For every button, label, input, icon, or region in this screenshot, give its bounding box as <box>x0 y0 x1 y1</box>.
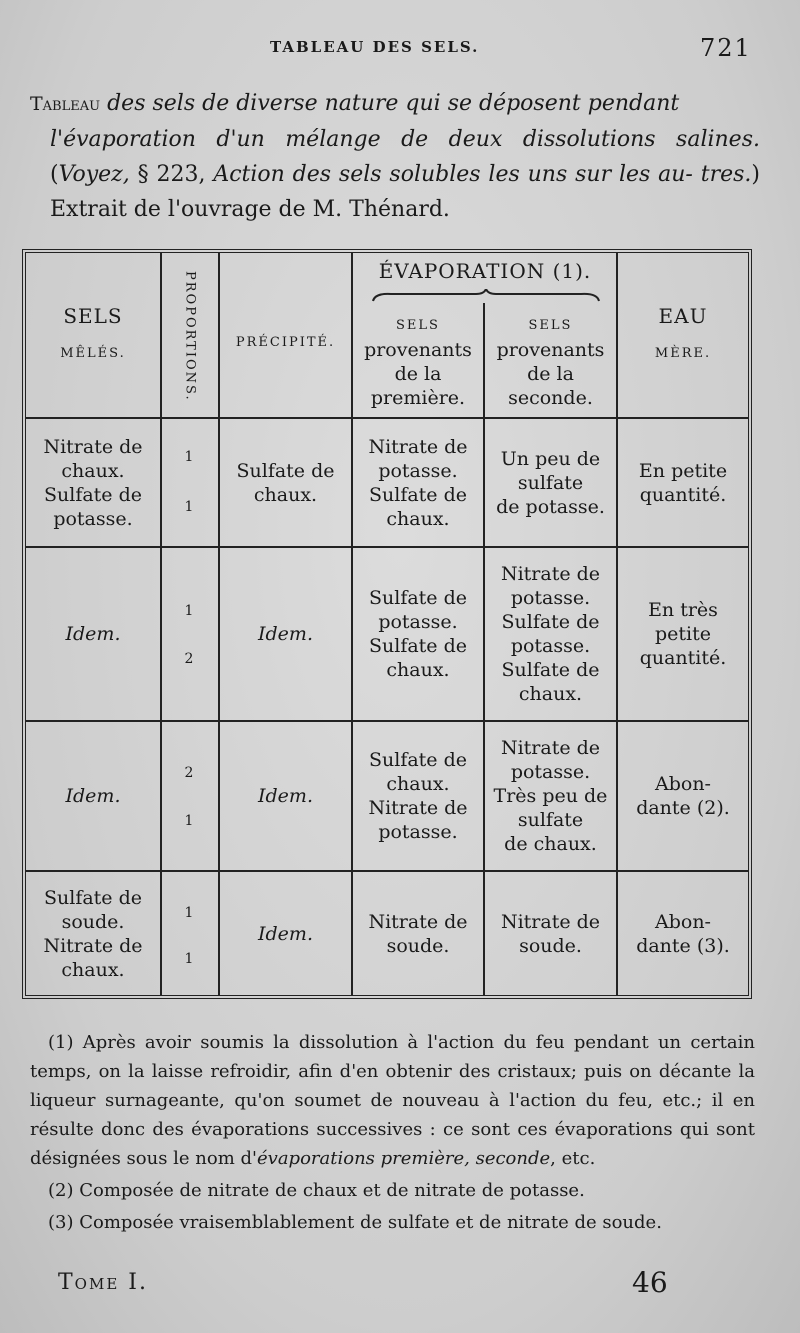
cell-text: Sulfate de <box>368 749 467 771</box>
cell-text: Nitrate de <box>500 737 601 759</box>
cell-text: Nitrate de <box>500 910 601 933</box>
row3-seconde <box>485 722 616 870</box>
row2-proportion-a: 1 <box>184 603 194 619</box>
row2-eau <box>618 548 748 720</box>
row4-meles <box>26 872 160 995</box>
cell-text: Sulfate de <box>43 886 142 909</box>
cell-text: Nitrate de <box>368 797 468 819</box>
caption-section-ref: § 223, <box>137 162 206 187</box>
cell-text: Nitrate de <box>500 563 601 585</box>
cell-text: Idem. <box>65 623 121 645</box>
cell-text: Sulfate de <box>368 483 467 506</box>
cell-text: chaux. <box>518 683 583 705</box>
cell-text: Nitrate de <box>43 934 143 957</box>
footnotes <box>30 1028 755 1237</box>
cell-text: Sulfate de <box>368 635 467 657</box>
caption-source: ) Extrait de l'ouvrage de M. Thénard. <box>50 162 760 222</box>
row4-premiere <box>353 872 483 995</box>
header-premiere <box>353 309 483 415</box>
row3-proportion-a: 2 <box>184 765 194 781</box>
cell-text: Abon- <box>655 910 711 933</box>
cell-text: potasse. <box>510 635 591 657</box>
row3-proportion-b: 1 <box>184 813 194 829</box>
footnote-1 <box>30 1028 755 1173</box>
cell-text: chaux. <box>386 507 450 530</box>
cell-text: Idem. <box>258 785 313 807</box>
cell-text: Sulfate de <box>501 611 600 633</box>
footnote-1-end: , etc. <box>550 1148 596 1169</box>
cell-text: dante (2). <box>636 797 730 819</box>
header-precipite <box>220 293 351 393</box>
row1-meles <box>26 419 160 546</box>
row1-eau <box>618 419 748 546</box>
header-sels: SELS <box>63 304 123 328</box>
row4-precipite <box>220 872 351 995</box>
cell-text: Idem. <box>65 785 121 807</box>
row1-precipite <box>220 419 351 546</box>
caption-paren-open: ( <box>50 162 59 187</box>
row2-proportion-b: 2 <box>184 651 194 667</box>
cell-text: quantité. <box>639 647 727 669</box>
header-premiere-sels: SELS <box>396 318 440 333</box>
cell-text: petite <box>655 623 711 645</box>
cell-text: En très <box>648 599 718 621</box>
row4-proportion-b: 1 <box>184 951 194 967</box>
caption-line2: l'évaporation d'un mélange de deux dissolutions salines. <box>50 127 760 152</box>
cell-text: Très peu de <box>493 785 608 807</box>
cell-text: de chaux. <box>504 833 597 855</box>
signature-mark: 46 <box>632 1266 668 1299</box>
cell-text: Idem. <box>258 623 313 645</box>
header-eau: EAU <box>658 304 708 328</box>
cell-text: soude. <box>386 934 450 957</box>
page-number: 721 <box>700 34 752 62</box>
cell-text: Nitrate de <box>368 910 468 933</box>
cell-text: Sulfate de <box>368 587 467 609</box>
header-seconde-provenants: provenants <box>496 339 605 361</box>
footnote-1-italic: évaporations première, seconde <box>257 1148 551 1169</box>
footnote-1-text: (1) Après avoir soumis la dissolution à l'action du feu pendant un certain temps, on la laisse refroidir, afin d'en obtenir des cristaux; puis on décante la liqueur surnageante, qu'on soumet de nouveau à l'action du feu, etc.; il en résulte donc des évaporations successives : ce sont ces évaporations qui sont désignées sous le nom d' <box>30 1032 755 1169</box>
header-meles: MÊLÉS. <box>60 346 126 361</box>
cell-text: sulfate <box>517 809 584 831</box>
cell-text: chaux. <box>253 483 318 506</box>
brace-icon <box>371 289 601 303</box>
cell-text: Sulfate de <box>501 659 600 681</box>
row2-meles <box>26 548 160 720</box>
row2-premiere <box>353 548 483 720</box>
row2-precipite <box>220 548 351 720</box>
row3-eau <box>618 722 748 870</box>
cell-text: chaux. <box>61 958 125 981</box>
row2-seconde <box>485 548 616 720</box>
running-title: TABLEAU DES SELS. <box>270 38 480 56</box>
cell-text: chaux. <box>386 659 450 681</box>
cell-text: potasse. <box>510 761 591 783</box>
cell-text: En petite <box>638 459 728 482</box>
row3-premiere <box>353 722 483 870</box>
table-caption <box>30 86 760 227</box>
header-sels-meles <box>26 253 160 417</box>
column-divider <box>160 253 162 995</box>
footnote-3: (3) Composée vraisemblablement de sulfate et de nitrate de soude. <box>48 1212 662 1233</box>
page-footer <box>0 1268 800 1308</box>
header-premiere-provenants: provenants <box>364 339 472 361</box>
header-evaporation: ÉVAPORATION (1). <box>378 259 592 283</box>
header-seconde <box>485 309 616 415</box>
row3-precipite <box>220 722 351 870</box>
salts-table <box>22 249 752 999</box>
row1-seconde <box>485 419 616 546</box>
header-premiere-de-la: de la <box>394 363 442 385</box>
header-proportions <box>163 261 217 411</box>
cell-text: quantité. <box>639 483 727 506</box>
cell-text: Sulfate de <box>43 483 142 506</box>
caption-voyez: Voyez, <box>58 162 130 187</box>
caption-tres: tres. <box>700 162 752 187</box>
running-head <box>0 34 800 64</box>
header-seconde-sels: SELS <box>528 318 573 333</box>
cell-text: Sulfate de <box>236 459 335 482</box>
row1-proportion-b: 1 <box>184 499 194 515</box>
header-seconde-de-la: de la <box>527 363 574 385</box>
cell-text: dante (3). <box>636 934 730 957</box>
header-seconde-label: seconde. <box>508 387 593 409</box>
cell-text: Idem. <box>258 922 313 945</box>
row4-proportion-a: 1 <box>184 905 194 921</box>
cell-text: soude. <box>519 934 582 957</box>
cell-text: Nitrate de <box>43 435 143 458</box>
row1-premiere <box>353 419 483 546</box>
header-mere: MÈRE. <box>654 346 712 361</box>
header-eau-mere <box>618 253 748 417</box>
cell-text: soude. <box>61 910 125 933</box>
volume-label: Tome I. <box>58 1270 148 1295</box>
cell-text: potasse. <box>378 821 458 843</box>
row1-proportion-a: 1 <box>184 449 194 465</box>
header-premiere-label: première. <box>370 387 466 409</box>
cell-text: Abon- <box>655 773 711 795</box>
caption-action: Action des sels solubles les uns sur les au- <box>213 162 693 187</box>
row4-eau <box>618 872 748 995</box>
cell-text: potasse. <box>378 459 458 482</box>
cell-text: potasse. <box>510 587 591 609</box>
header-proportions-label: PROPORTIONS. <box>182 270 198 402</box>
cell-text: sulfate <box>517 471 584 494</box>
cell-text: chaux. <box>386 773 450 795</box>
cell-text: de potasse. <box>496 495 605 518</box>
header-precipite-label: PRÉCIPITÉ. <box>235 335 336 350</box>
footnote-2: (2) Composée de nitrate de chaux et de nitrate de potasse. <box>48 1180 585 1201</box>
row3-meles <box>26 722 160 870</box>
cell-text: chaux. <box>61 459 125 482</box>
row4-seconde <box>485 872 616 995</box>
cell-text: potasse. <box>53 507 133 530</box>
cell-text: potasse. <box>378 611 458 633</box>
cell-text: Nitrate de <box>368 435 468 458</box>
caption-line1: des sels de diverse nature qui se déposent pendant <box>107 91 680 116</box>
caption-lead: Tableau <box>30 93 101 115</box>
cell-text: Un peu de <box>500 447 601 470</box>
